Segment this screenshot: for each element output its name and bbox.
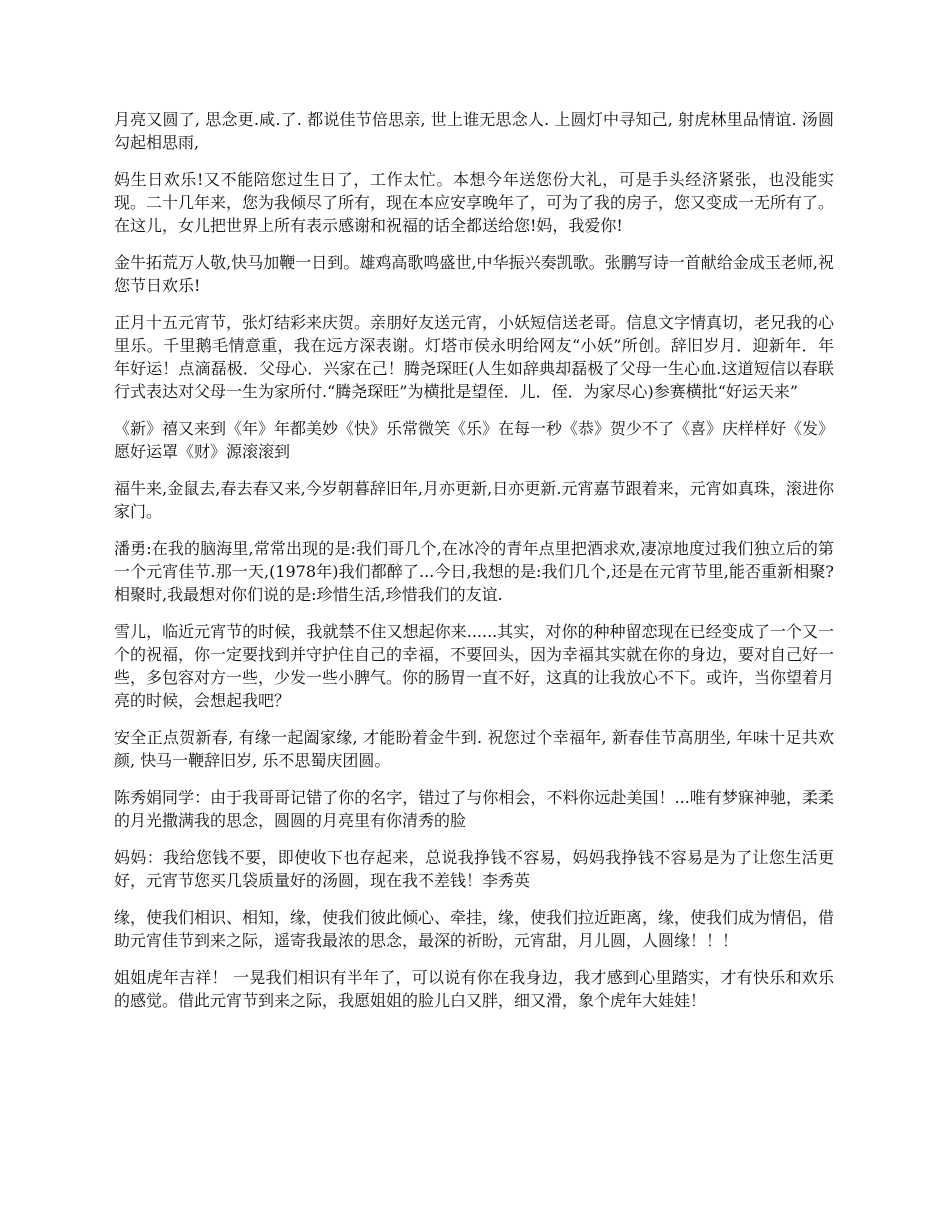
- paragraph-3: 金牛拓荒万人敬,快马加鞭一日到。雄鸡高歌鸣盛世,中华振兴奏凯歌。张鹏写诗一首献给金成玉老师,祝您节日欢乐!: [114, 253, 834, 295]
- paragraph-8: 雪儿，临近元宵节的时候，我就禁不住又想起你来......其实，对你的种种留恋现在已经变成了一个又一个的祝福，你一定要找到并守护住自己的幸福，不要回头，因为幸福其实就在你的身边，要对自己好一些，多包容对方一些，少发一些小脾气。你的肠胃一直不好，这真的让我放心不下。或许，当你望着月亮的时候，会想起我吧？: [114, 622, 835, 710]
- paragraph-2: 妈生日欢乐!又不能陪您过生日了，工作太忙。本想今年送您份大礼，可是手头经济紧张，也没能实现。二十几年来，您为我倾尽了所有，现在本应安享晚年了，可为了我的房子，您又变成一无所有了。在这儿，女儿把世界上所有表示感谢和祝福的话全都送给您!妈，我爱你!: [114, 170, 835, 235]
- paragraph-4: 正月十五元宵节，张灯结彩来庆贺。亲朋好友送元宵，小妖短信送老哥。信息文字情真切，老兄我的心里乐。千里鹅毛情意重，我在远方深表谢。灯塔市侯永明给网友“小妖”所创。辞旧岁月．迎新年．年年好运！点滴磊极．父母心．兴家在己！腾尧琛旺(人生如辞典却磊极了父母一生心血.这道短信以春联行式表达对父母一生为家所付.“腾尧琛旺”为横批是望侄．儿．侄．为家尽心)参赛横批“好运天来”: [114, 313, 835, 401]
- paragraph-7: 潘勇:在我的脑海里,常常出现的是:我们哥几个,在冰冷的青年点里把酒求欢,凄凉地度过我们独立后的第一个元宵佳节.那一天,(1978年)我们都醉了...今日,我想的是:我们几个,还是在元宵节里,能否重新相聚?相聚时,我最想对你们说的是:珍惜生活,珍惜我们的友谊.: [114, 539, 834, 604]
- paragraph-12: 缘，使我们相识、相知，缘，使我们彼此倾心、牵挂，缘，使我们拉近距离，缘，使我们成为情侣，借助元宵佳节到来之际，遥寄我最浓的思念，最深的祈盼，元宵甜，月儿圆，人圆缘！！！: [114, 908, 835, 950]
- document-page: [114, 108, 834, 1026]
- paragraph-11: 妈妈：我给您钱不要，即使收下也存起来，总说我挣钱不容易，妈妈我挣钱不容易是为了让您生活更好，元宵节您买几袋质量好的汤圆，现在我不差钱！李秀英: [114, 848, 834, 890]
- paragraph-10: 陈秀娟同学：由于我哥哥记错了你的名字，错过了与你相会，不料你远赴美国！...唯有梦寐神驰，柔柔的月光撒满我的思念，圆圆的月亮里有你清秀的脸: [114, 788, 834, 830]
- paragraph-1: 月亮又圆了, 思念更.咸.了. 都说佳节倍思亲, 世上谁无思念人. 上圆灯中寻知己, 射虎林里品情谊. 汤圆勾起相思雨,: [114, 110, 834, 152]
- paragraph-6: 福牛来,金鼠去,春去春又来,今岁朝暮辞旧年,月亦更新,日亦更新.元宵嘉节跟着来，元宵如真珠，滚进你家门。: [114, 479, 834, 521]
- paragraph-13: 姐姐虎年吉祥！ 一晃我们相识有半年了，可以说有你在我身边，我才感到心里踏实，才有快乐和欢乐的感觉。借此元宵节到来之际，我愿姐姐的脸儿白又胖，细又滑，象个虎年大娃娃！: [114, 968, 834, 1010]
- paragraph-5: 《新》禧又来到《年》年都美妙《快》乐常微笑《乐》在每一秒《恭》贺少不了《喜》庆样样好《发》愿好运罩《财》源滚滚到: [114, 419, 835, 461]
- paragraph-9: 安全正点贺新春, 有缘一起阖家缘, 才能盼着金牛到. 祝您过个幸福年, 新春佳节高朋坐, 年味十足共欢颜, 快马一鞭辞旧岁, 乐不思蜀庆团圆。: [114, 728, 834, 770]
